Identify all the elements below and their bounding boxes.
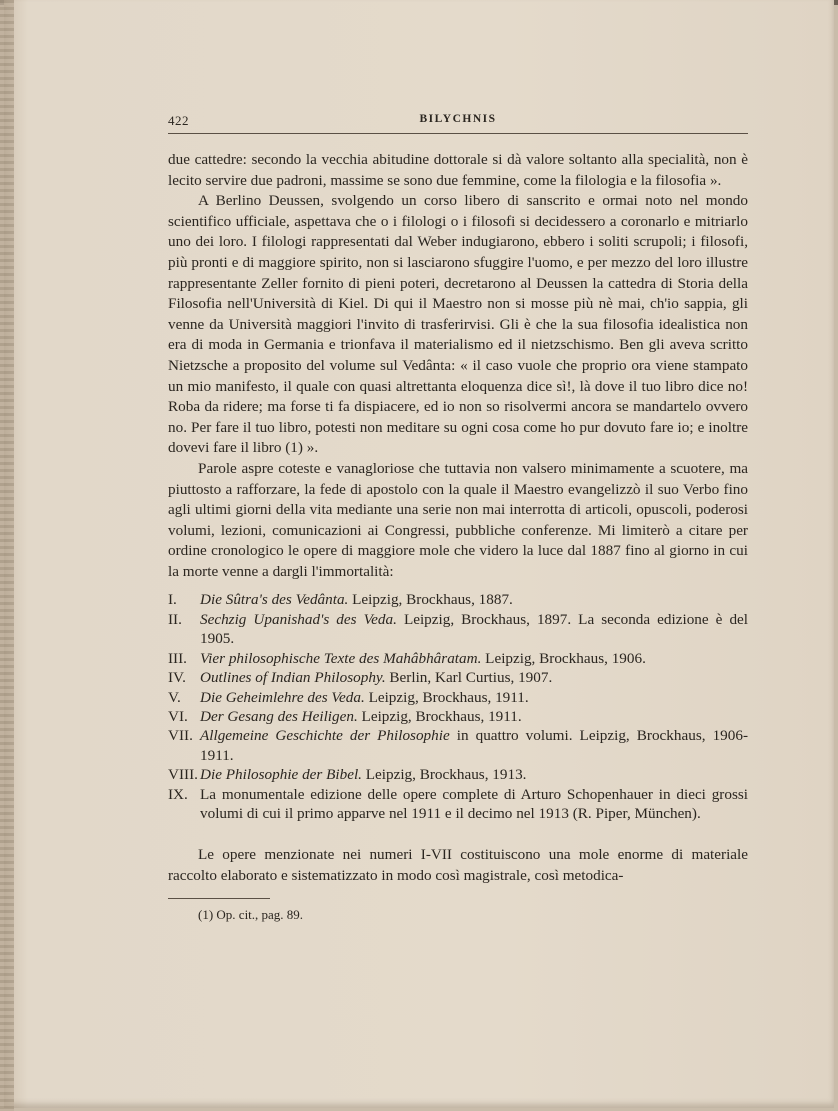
footnote-rule [168,898,270,899]
works-item-details: Leipzig, Brockhaus, 1911. [357,707,522,725]
binding-edge [0,0,14,1111]
paragraph-1: due cattedre: secondo la vecchia abitudine dottorale si dà valore soltanto alla specialità, non è lecito servire due padroni, massime se sono due femmine, come la filologia e la filosofia ». [168,151,748,189]
works-item-details: in quattro volumi. Leipzig, Brockhaus, 1906-1911. [200,727,748,764]
works-item [168,707,748,726]
works-item-details: La monumentale edizione delle opere complete di Arturo Schopenhauer in dieci grossi volumi di cui il primo apparve nel 1911 e il decimo nel 1913 (R. Piper, München). [200,785,748,822]
works-item-number: IV. [168,669,186,687]
works-list [168,590,748,823]
works-item [168,610,748,649]
paragraph-2: A Berlino Deussen, svolgendo un corso libero di sanscrito e ormai noto nel mondo scientifico ufficiale, aspettava che o i filologi o i filosofi si decidessero a coronarlo e mitriarlo uno dei loro. I filologi rappresentati dal Weber indugiarono, ebbero i soliti scrupoli; i filosofi, più pronti e di maggiore spirito, non si lasciarono sfuggire l'uomo, e per mezzo del loro illustre rappresentante Zeller fornito di pieni poteri, decretarono al Deussen la cattedra di Storia della Filosofia nell'Università di Kiel. Di qui il Maestro non si mosse più nè mai, ch'io sappia, gli venne da Università maggiori l'invito di trasferirvisi. Gli è che la sua filosofia idealistica non era di moda in Germania e trionfava il materialismo ed il nietzschismo. Ben gli aveva scritto Nietzsche a proposito del volume sul Vedânta: « il caso vuole che proprio ora viene stampato un mio manifesto, il quale con quasi altrettanta eloquenza dice sì!, là dove il tuo libro dice no! Roba da ridere; ma forse ti fa dispiacere, ed io non so risolvermi ancora se mandartelo ovvero no. Per fare il tuo libro, potesti non meditare su ogni cosa come ho pur dovuto fare io; e inoltre dovevi fare il libro (1) ». [168,192,748,457]
body-text [168,150,748,887]
works-item-number: VII. [168,727,193,745]
works-item-details: Leipzig, Brockhaus, 1897. La seconda edizione è del 1905. [200,610,749,648]
works-item-title: Die Geheimlehre des Veda. [200,688,365,706]
works-item [168,590,748,609]
footnote: (1) Op. cit., pag. 89. [198,907,304,922]
works-item-number: II. [168,610,182,628]
works-item [168,785,748,824]
works-item-number: VIII. [168,766,198,784]
works-item-details: Berlin, Karl Curtius, 1907. [385,669,553,687]
works-item-details: Leipzig, Brockhaus, 1911. [364,688,529,706]
works-item-title: Allgemeine Geschichte der Philosophie [200,727,450,745]
works-item-title: Outlines of Indian Philosophy. [200,669,386,687]
works-item-details: Leipzig, Brockhaus, 1913. [361,766,527,784]
page-header [168,113,748,133]
page-number: 422 [168,113,189,128]
paragraph-3: Parole aspre coteste e vanagloriose che tuttavia non valsero minimamente a scuotere, ma piuttosto a rafforzare, la fede di apostolo con la quale il Maestro evangelizzò il suo Verbo fino agli ultimi giorni della vita mediante una serie non mai interrotta di articoli, opuscoli, poderosi volumi, lezioni, comunicazioni ai Congressi, pubbliche conferenze. Mi limiterò a citare per ordine cronologico le opere di maggiore mole che videro la luce dal 1887 fino al giorno in cui la morte venne a dargli l'immortalità: [168,459,748,580]
header-rule [168,133,748,134]
works-item-number: V. [168,688,181,706]
works-item-number: I. [168,591,177,609]
running-title: BILYCHNIS [419,113,497,125]
works-item [168,688,748,707]
works-item [168,726,748,765]
works-item [168,765,748,784]
works-item [168,649,748,668]
works-item-title: Vier philosophische Texte des Mahâbhâratam. [200,649,482,667]
works-item-title: Die Sûtra's des Vedânta. [200,591,349,609]
works-item-number: VI. [168,707,188,725]
works-item-title: Sechzig Upanishad's des Veda. [200,610,397,628]
works-item-title: Der Gesang des Heiligen. [200,707,358,725]
works-item-number: IX. [168,785,188,803]
works-item-number: III. [168,649,187,667]
works-item-title: Die Philosophie der Bibel. [200,766,362,784]
works-item [168,668,748,687]
works-item-details: Leipzig, Brockhaus, 1906. [481,649,646,667]
final-paragraph: Le opere menzionate nei numeri I-VII costituiscono una mole enorme di materiale raccolto elaborato e sistematizzato in modo così magistrale, così metodica- [168,846,748,884]
works-item-details: Leipzig, Brockhaus, 1887. [348,591,513,609]
